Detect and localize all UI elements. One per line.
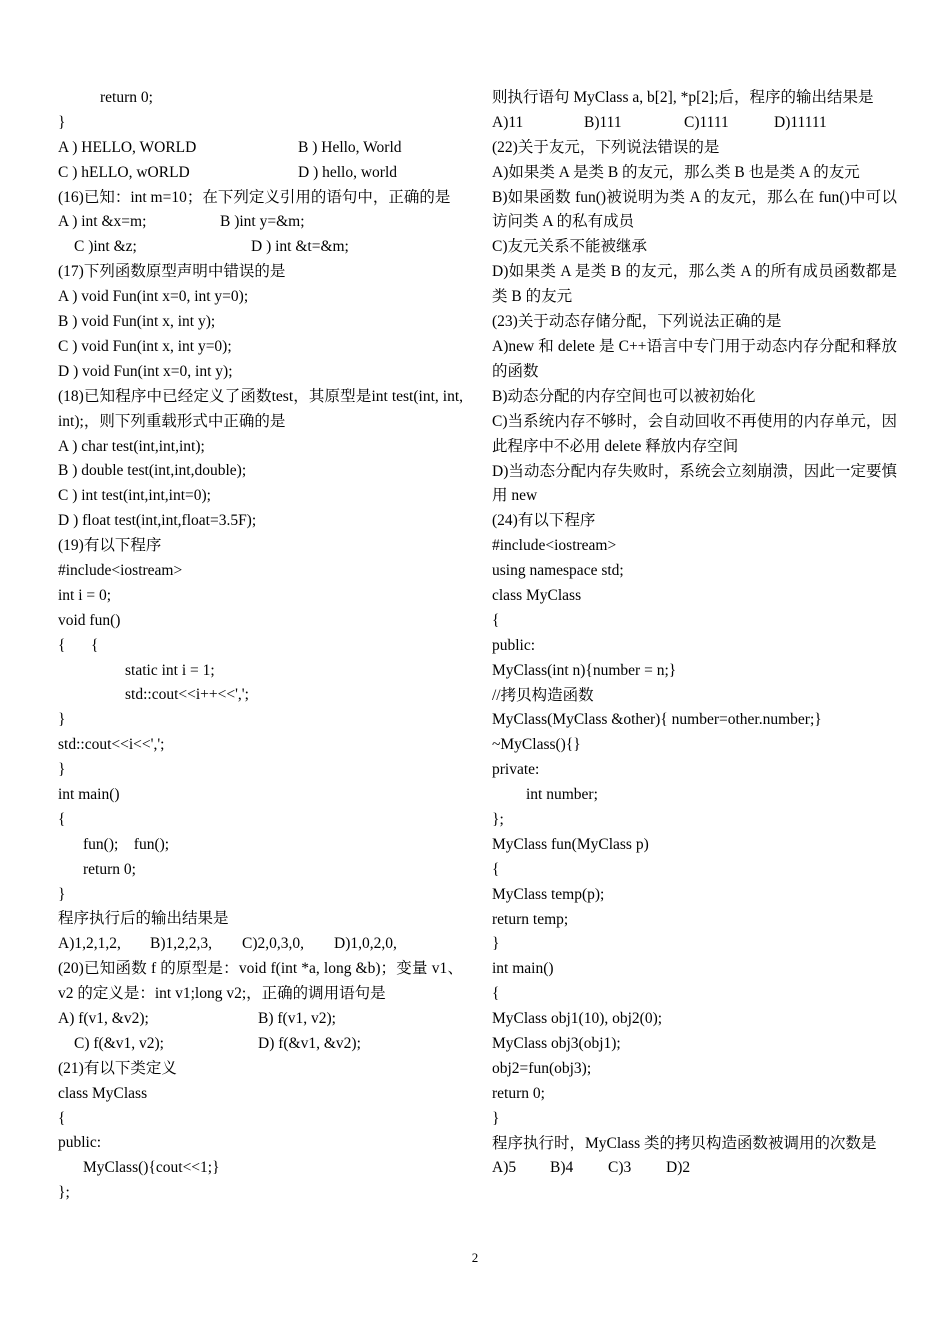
option-d: D ) void Fun(int x=0, int y); [58,362,233,380]
question-20: (20)已知函数 f 的原型是：void f(int *a, long &b)；变量 v1、v2 的定义是：int v1;long v2;，正确的调用语句是 [58,960,463,1003]
code-line: MyClass(int n){number = n;} [492,661,677,679]
code-line: MyClass temp(p); [492,885,605,903]
option-a: A ) HELLO, WORLD [58,138,197,156]
right-column [492,86,897,1181]
option-c: C )int &z; [74,238,137,256]
code-line: MyClass obj1(10), obj2(0); [492,1010,663,1028]
option-b: B)如果函数 fun()被说明为类 A 的友元，那么在 fun()中可以访问类 A 的私有成员 [492,188,897,231]
code-line: MyClass fun(MyClass p) [492,835,649,853]
option-d: D ) float test(int,int,float=3.5F); [58,512,257,530]
option-a: A)1,2,1,2, [58,935,121,953]
option-row [58,1007,463,1032]
code-line: { [58,810,66,828]
question-19-desc: 程序执行后的输出结果是 [58,910,229,928]
option-row [58,1032,463,1057]
question-24: (24)有以下程序 [492,512,596,530]
code-line: int main() [492,960,554,978]
option-row [492,1156,897,1181]
code-comment: //拷贝构造函数 [492,686,594,704]
option-a: A ) char test(int,int,int); [58,437,205,455]
option-c: C)友元关系不能被继承 [492,238,648,256]
code-line: int i = 0; [58,586,112,604]
code-line: MyClass(MyClass &other){ number=other.number;} [492,711,822,729]
option-b: B)111 [584,113,622,131]
code-line: return 0; [83,860,136,878]
code-line: { [492,611,500,629]
option-a: A)如果类 A 是类 B 的友元，那么类 B 也是类 A 的友元 [492,163,860,181]
option-a: A)11 [492,113,524,131]
option-d: D)当动态分配内存失败时，系统会立刻崩溃，因此一定要慎用 new [492,462,897,505]
code-line: MyClass obj3(obj1); [492,1035,621,1053]
option-b: B) f(v1, v2); [258,1010,336,1028]
question-21: (21)有以下类定义 [58,1059,177,1077]
page-number: 2 [471,1250,479,1265]
code-line: void fun() [58,611,121,629]
question-17: (17)下列函数原型声明中错误的是 [58,263,286,281]
option-c: C)1111 [684,113,729,131]
code-line: #include<iostream> [58,561,183,579]
code-line: } [492,935,500,953]
code-line: } [58,761,66,779]
code-line: } [58,113,66,131]
code-line: return 0; [100,89,153,106]
option-c: C) f(&v1, v2); [74,1034,164,1052]
code-line: obj2=fun(obj3); [492,1059,592,1077]
code-line: using namespace std; [492,562,624,580]
code-line: int main() [58,785,120,803]
option-c: C)2,0,3,0, [242,935,304,953]
option-b: B )int y=&m; [220,213,305,231]
question-24-desc: 程序执行时，MyClass 类的拷贝构造函数被调用的次数是 [492,1134,877,1152]
code-line: return 0; [492,1084,545,1102]
option-row [58,210,463,235]
option-row [58,932,463,957]
option-a: A ) void Fun(int x=0, int y=0); [58,288,249,306]
code-line [58,634,463,659]
code-line: { [492,985,500,1003]
code-line: { [492,860,500,878]
left-column [58,86,463,1206]
option-c: C ) hELLO, wORLD [58,163,190,181]
code-line: } [492,1109,500,1127]
option-c: C ) void Fun(int x, int y=0); [58,337,232,355]
code-line: return temp; [492,910,569,928]
code-line: #include<iostream> [492,537,617,555]
option-b: B ) double test(int,int,double); [58,462,247,480]
option-a: A) f(v1, &v2); [58,1010,149,1028]
code-line: ~MyClass(){} [492,736,581,754]
code-line: class MyClass [58,1084,148,1102]
option-row [58,235,463,260]
code-line: public: [58,1134,102,1152]
code-line: } [58,711,66,729]
option-c: C)3 [608,1159,632,1177]
code-line: }; [58,1184,70,1202]
option-row [492,111,897,136]
option-a: A)new 和 delete 是 C++语言中专门用于动态内存分配和释放的函数 [492,337,897,380]
code-line: public: [492,636,536,654]
option-d: D)如果类 A 是类 B 的友元，那么类 A 的所有成员函数都是类 B 的友元 [492,263,897,306]
code-line: } [58,885,66,903]
code-line: std::cout<<i++<<','; [125,686,249,704]
code-line: private: [492,761,540,779]
option-a: A)5 [492,1159,517,1177]
code-brace: { [91,636,99,654]
option-b: B ) void Fun(int x, int y); [58,313,216,331]
option-d: D ) hello, world [298,163,398,181]
option-a: A ) int &x=m; [58,213,147,231]
option-d: D)11111 [774,113,827,131]
question-19: (19)有以下程序 [58,537,162,555]
option-b: B ) Hello, World [298,138,402,156]
option-d: D) f(&v1, &v2); [258,1034,361,1052]
question-23: (23)关于动态存储分配，下列说法正确的是 [492,313,782,331]
code-line: int number; [526,786,598,804]
option-row [58,161,463,186]
option-d: D)2 [666,1159,691,1177]
option-d: D ) int &t=&m; [251,238,349,256]
question-22: (22)关于友元，下列说法错误的是 [492,138,720,156]
option-row [58,136,463,161]
code-line: fun(); fun(); [83,835,170,853]
code-line: { [58,1109,66,1127]
option-d: D)1,0,2,0, [334,935,397,953]
code-brace: { [58,636,66,654]
option-c: C)当系统内存不够时，会自动回收不再使用的内存单元，因此程序中不必用 delete 释放内存空间 [492,412,897,455]
code-line: static int i = 1; [125,661,215,679]
code-line: class MyClass [492,586,582,604]
option-b: B)4 [550,1159,574,1177]
option-c: C ) int test(int,int,int=0); [58,487,211,505]
code-line: }; [492,811,504,828]
code-line: std::cout<<i<<','; [58,736,165,754]
option-b: B)1,2,2,3, [150,935,212,953]
question-16: (16)已知：int m=10；在下列定义引用的语句中，正确的是 [58,188,451,206]
question-18: (18)已知程序中已经定义了函数test，其原型是int test(int, int, int);，则下列重载形式中正确的是 [58,387,463,430]
question-21-cont: 则执行语句 MyClass a, b[2], *p[2];后，程序的输出结果是 [492,89,874,106]
option-b: B)动态分配的内存空间也可以被初始化 [492,387,756,405]
code-line: MyClass(){cout<<1;} [83,1159,220,1177]
